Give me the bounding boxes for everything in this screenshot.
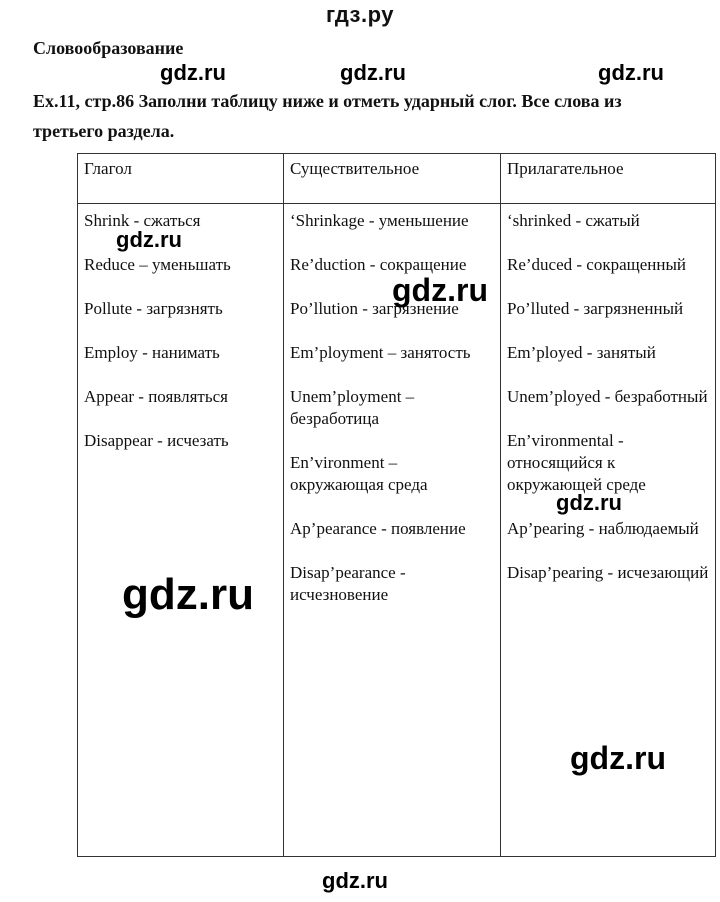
table-header-row [78, 154, 716, 204]
noun-entry: Disap’pearance - исчезновение [290, 563, 406, 604]
watermark: gdz.ru [116, 227, 182, 252]
header-noun: Существительное [284, 154, 501, 204]
section-title: Словообразование [33, 38, 184, 58]
watermark: gdz.ru [160, 60, 226, 85]
adjective-entry: Em’ployed - занятый [507, 343, 656, 362]
adjective-entry: En’vironmental - относящийся к окружающей среде [507, 431, 646, 494]
verb-column [78, 204, 284, 857]
verb-entry: Shrink - сжаться [84, 211, 201, 230]
watermark: gdz.ru [392, 272, 488, 308]
noun-entry: Re’duction - сокращение [290, 255, 467, 274]
verb-entry: Employ - нанимать [84, 343, 220, 362]
verb-entry: Appear - появляться [84, 387, 228, 406]
watermark: gdz.ru [322, 868, 388, 893]
task-instructions: Ex.11, стр.86 Заполни таблицу ниже и отметь ударный слог. Все слова из третьего раздела. [33, 91, 622, 141]
adjective-entry: ‘shrinked - сжатый [507, 211, 640, 230]
watermark: gdz.ru [340, 60, 406, 85]
noun-entry: En’vironment – окружающая среда [290, 453, 428, 494]
adjective-entry: Po’lluted - загрязненный [507, 299, 684, 318]
verb-entry: Pollute - загрязнять [84, 299, 223, 318]
watermark: gdz.ru [556, 490, 622, 515]
verb-entry: Reduce – уменьшать [84, 255, 231, 274]
adjective-entry: Ap’pearing - наблюдаемый [507, 519, 699, 538]
watermark: gdz.ru [122, 570, 254, 619]
watermark: gdz.ru [598, 60, 664, 85]
noun-entry: Unem’ployment – безработица [290, 387, 415, 428]
adjective-entry: Re’duced - сокращенный [507, 255, 686, 274]
adjective-entry: Disap’pearing - исчезающий [507, 563, 709, 582]
verb-entry: Disappear - исчезать [84, 431, 229, 450]
adjective-entry: Unem’ployed - безработный [507, 387, 708, 406]
header-adjective: Прилагательное [501, 154, 716, 204]
noun-entry: ‘Shrinkage - уменьшение [290, 211, 469, 230]
watermark: gdz.ru [570, 740, 666, 776]
noun-entry: Po’llution - загрязнение [290, 299, 459, 318]
noun-entry: Em’ployment – занятость [290, 343, 471, 362]
site-header: гдз.ру [326, 2, 394, 27]
header-verb: Глагол [78, 154, 284, 204]
noun-entry: Ap’pearance - появление [290, 519, 466, 538]
